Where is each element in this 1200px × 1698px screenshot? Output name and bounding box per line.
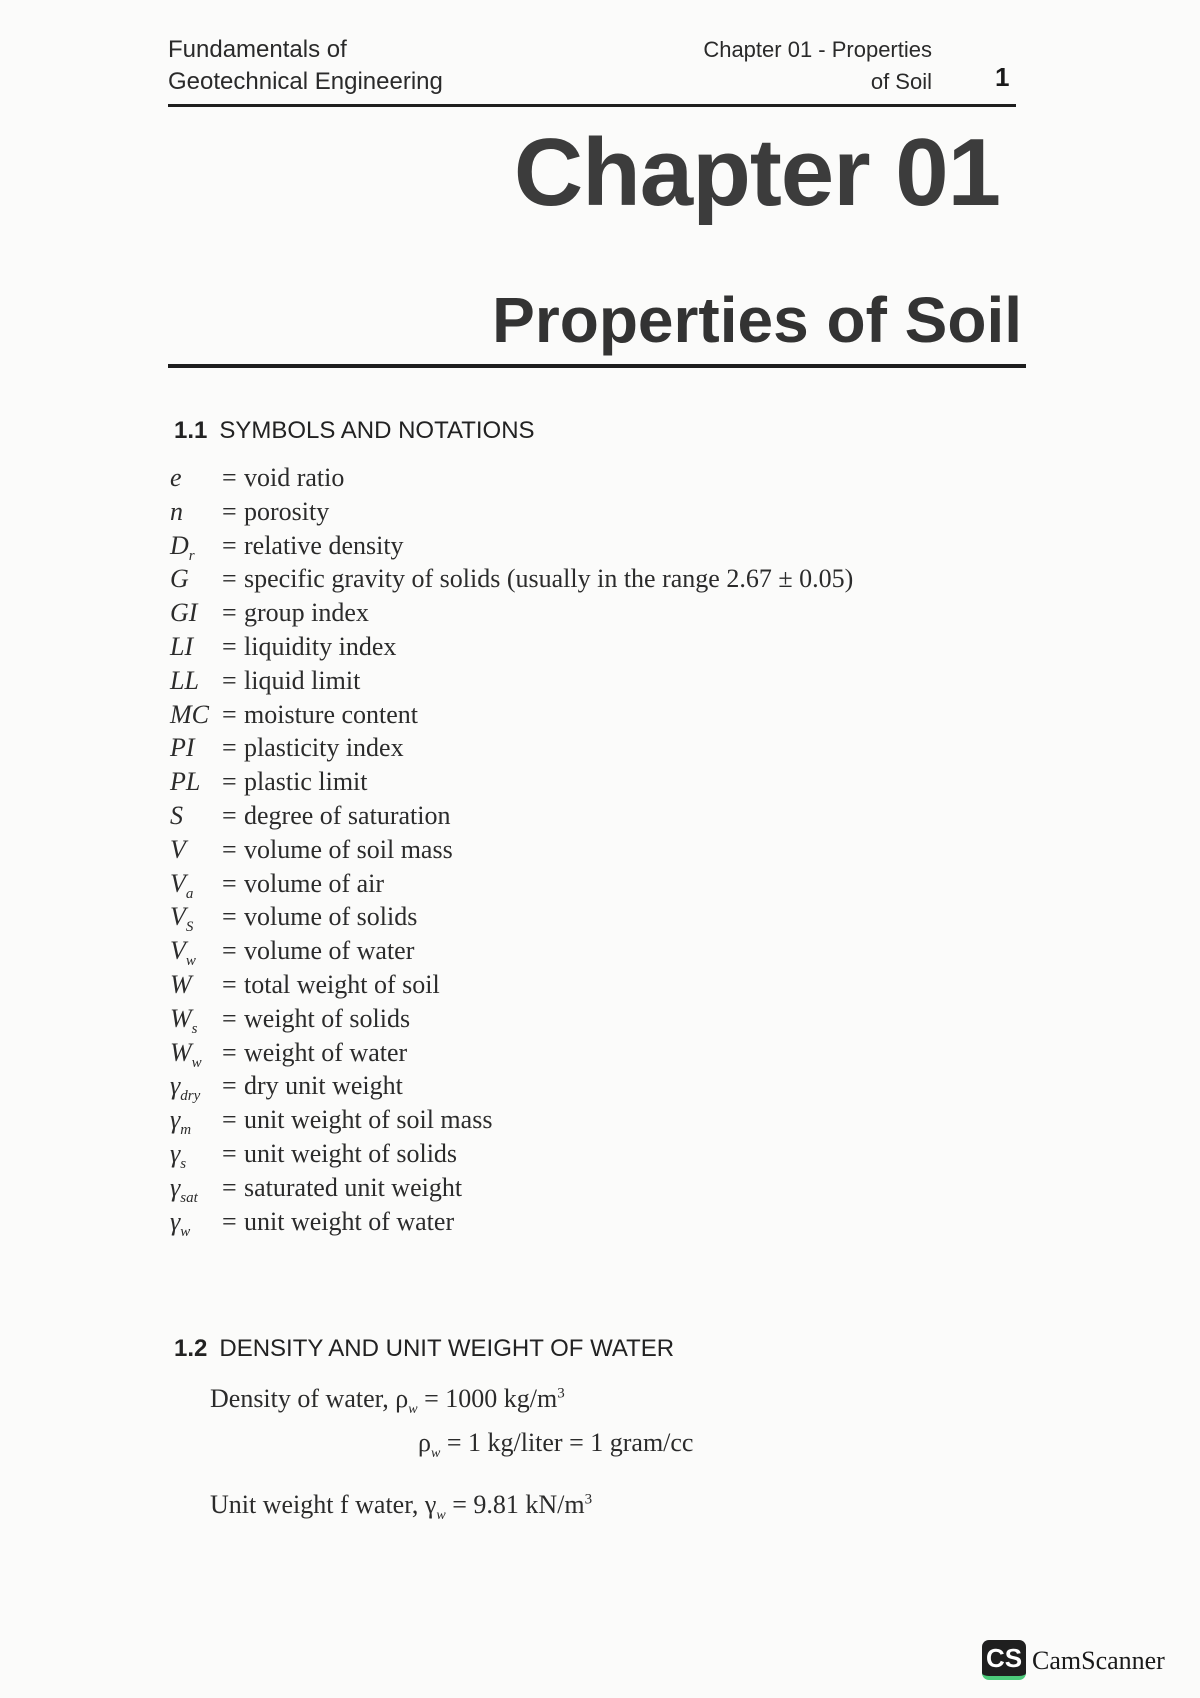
notation-symbol: W	[170, 969, 192, 999]
notation-symbol: LL	[170, 665, 199, 695]
notation-row	[170, 1071, 853, 1105]
notation-equals: =	[222, 1003, 237, 1033]
notation-row	[170, 767, 853, 801]
book-title-line1: Fundamentals of	[168, 36, 347, 63]
notation-symbol: $W_w$	[170, 1037, 202, 1071]
chapter-header-line2: of Soil	[870, 69, 932, 94]
notation-row	[170, 1004, 853, 1038]
notation-symbol: n	[170, 496, 183, 526]
notation-definition: porosity	[244, 496, 330, 526]
chapter-number-heading: Chapter 01	[513, 119, 1000, 226]
notation-symbol: LI	[170, 631, 194, 661]
section-number: 1.2	[174, 1335, 208, 1362]
notation-definition: plasticity index	[244, 733, 404, 763]
notation-row	[170, 531, 853, 565]
notation-symbol: $V_w$	[170, 936, 196, 970]
notation-symbol: $V_a$	[170, 868, 194, 902]
notation-definition: void ratio	[244, 463, 345, 492]
notation-definition: relative density	[244, 530, 404, 560]
notation-equals: =	[222, 969, 237, 999]
chapter-title-heading: Properties of Soil	[492, 284, 1022, 356]
notation-definition: volume of solids	[244, 902, 418, 932]
notation-equals: =	[222, 936, 237, 966]
notation-symbol: $W_s$	[170, 1003, 198, 1037]
notation-definition: liquid limit	[244, 665, 361, 695]
notation-equals: =	[222, 733, 237, 763]
notation-row	[170, 835, 853, 869]
notation-row	[170, 936, 853, 970]
notation-row	[170, 598, 853, 632]
running-header-chapter	[703, 34, 932, 98]
notation-equals: =	[222, 902, 237, 932]
notation-symbol: GI	[170, 598, 198, 628]
section-number: 1.1	[174, 417, 208, 444]
notation-equals: =	[222, 1206, 237, 1236]
notation-definition: plastic limit	[244, 767, 368, 797]
notation-equals: =	[222, 800, 237, 830]
notation-definition: unit weight of soil mass	[244, 1105, 493, 1135]
camscanner-watermark-text: CamScanner	[1032, 1646, 1165, 1675]
notation-row	[170, 1173, 853, 1207]
notation-equals: =	[222, 598, 237, 628]
camscanner-logo-icon: CS	[982, 1640, 1026, 1680]
density-of-water-formula: Density of water, $\rho_w = 1000$ $kg/m^3$	[210, 1384, 565, 1418]
notation-row	[170, 700, 853, 734]
notation-equals: =	[222, 564, 237, 594]
notation-definition: dry unit weight	[244, 1071, 403, 1101]
notation-definition: volume of air	[244, 868, 385, 898]
notation-definition: weight of water	[244, 1037, 408, 1067]
notation-definition: unit weight of water	[244, 1206, 455, 1236]
notation-definition: weight of solids	[244, 1003, 411, 1033]
header-divider	[168, 104, 1016, 107]
notation-definition: specific gravity of solids (usually in the range 2.67 ± 0.05)	[244, 564, 854, 594]
section-heading-water	[174, 1334, 674, 1364]
notation-symbol: $\gamma_s$	[170, 1138, 187, 1173]
notation-symbol: e	[170, 463, 182, 492]
book-title-line2: Geotechnical Engineering	[168, 68, 443, 95]
notation-row	[170, 497, 853, 531]
notation-symbol: $D_r$	[170, 530, 195, 564]
notation-definition: group index	[244, 598, 369, 628]
notation-equals: =	[222, 834, 237, 864]
notation-equals: =	[222, 631, 237, 661]
notation-row	[170, 801, 853, 835]
notation-symbol: $\gamma_m$	[170, 1105, 192, 1139]
notation-definition: saturated unit weight	[244, 1172, 463, 1202]
notation-definition: volume of soil mass	[244, 834, 453, 864]
notation-row	[170, 1038, 853, 1072]
notation-row	[170, 666, 853, 700]
notation-symbol: S	[170, 800, 183, 830]
notation-equals: =	[222, 868, 237, 898]
notation-row	[170, 632, 853, 666]
notation-symbol: $V_S$	[170, 902, 194, 936]
title-divider	[168, 364, 1026, 368]
notation-definition: unit weight of solids	[244, 1138, 458, 1168]
chapter-header-line1: Chapter 01 - Properties	[703, 37, 932, 62]
notation-equals: =	[222, 530, 237, 560]
notation-row	[170, 970, 853, 1004]
notation-row	[170, 1105, 853, 1139]
notation-row	[170, 463, 853, 497]
notation-list	[170, 463, 853, 1240]
page-number: 1	[995, 62, 1010, 92]
notation-row	[170, 902, 853, 936]
notation-equals: =	[222, 699, 237, 729]
unit-weight-of-water-formula: Unit weight f water, $\gamma_w = 9.81$ $kN/m^3$	[210, 1490, 593, 1524]
notation-symbol: $\gamma_{sat}$	[170, 1172, 198, 1206]
notation-definition: total weight of soil	[244, 969, 440, 999]
notation-symbol: PL	[170, 767, 201, 797]
notation-row	[170, 1139, 853, 1173]
notation-symbol: $\gamma_{dry}$	[170, 1071, 201, 1105]
section-heading-symbols	[174, 416, 535, 446]
section-title: DENSITY AND UNIT WEIGHT OF WATER	[219, 1335, 675, 1362]
notation-definition: moisture content	[244, 699, 419, 729]
notation-symbol: V	[170, 834, 186, 864]
notation-symbol: PI	[170, 733, 195, 763]
notation-symbol: $\gamma_w$	[170, 1206, 191, 1240]
notation-row	[170, 733, 853, 767]
notation-definition: volume of water	[244, 936, 415, 966]
notation-row	[170, 869, 853, 903]
notation-symbol: G	[170, 564, 189, 594]
notation-equals: =	[222, 496, 237, 526]
section-title: SYMBOLS AND NOTATIONS	[219, 417, 535, 444]
notation-row	[170, 564, 853, 598]
notation-row	[170, 1207, 853, 1241]
notation-equals: =	[222, 1105, 237, 1135]
running-header-book-title	[168, 34, 443, 98]
notation-equals: =	[222, 1037, 237, 1067]
density-alt-formula: $\rho_w = 1$ kg/liter = 1 gram/cc	[418, 1428, 694, 1462]
notation-definition: liquidity index	[244, 631, 397, 661]
notation-equals: =	[222, 1172, 237, 1202]
notation-equals: =	[222, 665, 237, 695]
notation-equals: =	[222, 463, 237, 492]
notation-equals: =	[222, 1071, 237, 1101]
notation-definition: degree of saturation	[244, 800, 451, 830]
notation-equals: =	[222, 767, 237, 797]
notation-symbol: MC	[170, 699, 209, 729]
notation-equals: =	[222, 1138, 237, 1168]
